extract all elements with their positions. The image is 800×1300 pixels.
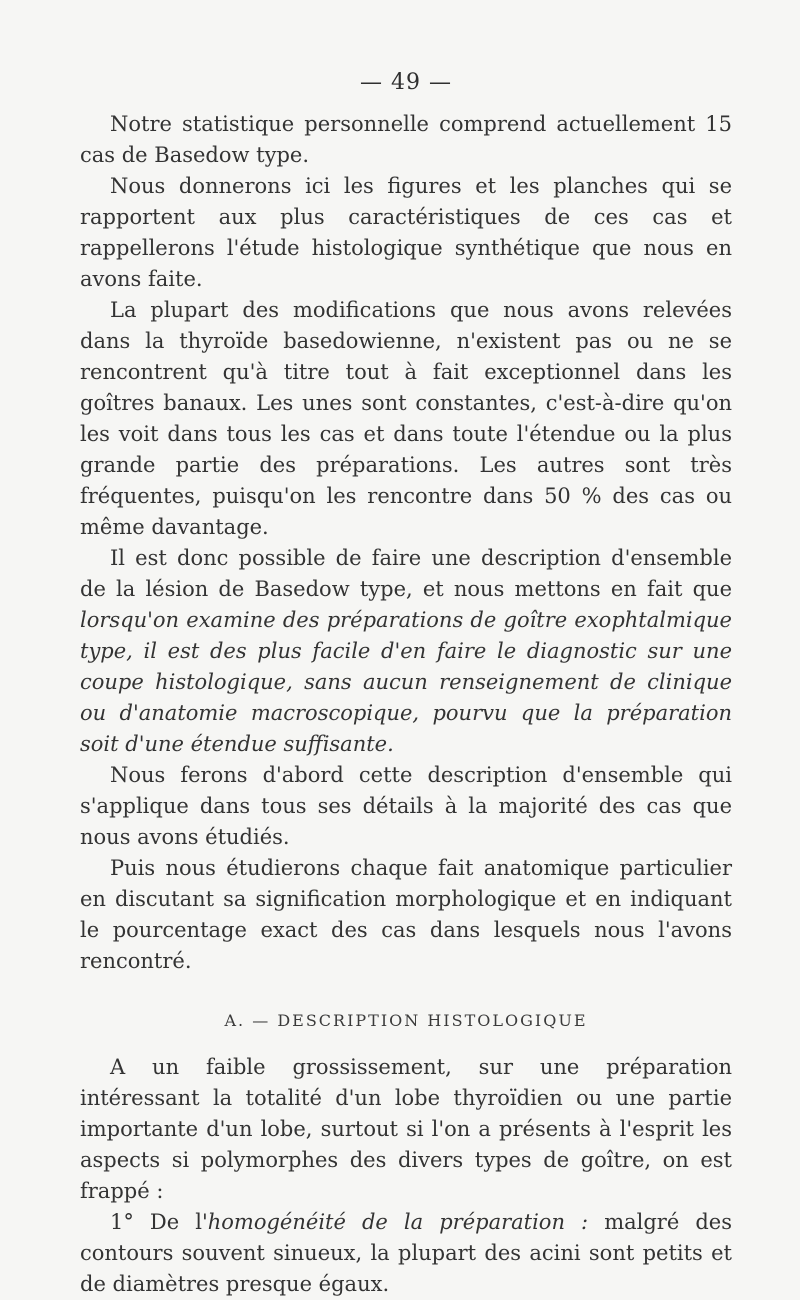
- paragraph-modifications: La plupart des modifications que nous avons relevées dans la thyroïde basedowienne, n'existent pas ou ne se rencontrent qu'à titre tout à fait exceptionnel dans les goîtres banaux. Les unes sont constantes, c'est-à-dire qu'on les voit dans tous les cas et dans toute l'étendue ou la plus grande partie des préparations. Les autres sont très fréquentes, puisqu'on les rencontre dans 50 % des cas ou même davantage.: [80, 298, 732, 539]
- italic-emphasis: lorsqu'on examine des préparations de goître exophtalmique type, il est des plus facile d'en faire le diagnostic sur une coupe histologique, sans aucun renseignement de clinique ou d'anatomie macroscopique, pourvu que la préparation soit d'une étendue suffisante.: [80, 608, 732, 756]
- paragraph-description-ensemble: [80, 543, 732, 760]
- paragraph-text: Il est donc possible de faire une description d'ensemble de la lésion de Basedow type, et nous mettons en fait que: [80, 546, 732, 601]
- paragraph-figures: Nous donnerons ici les figures et les planches qui se rapportent aux plus caractéristiques de ces cas et rappellerons l'étude histologique synthétique que nous en avons faite.: [80, 174, 732, 291]
- list-number: 1° De l': [110, 1210, 208, 1234]
- paragraph-homogeneite: [80, 1207, 732, 1300]
- page-number: — 49 —: [360, 70, 452, 95]
- paragraph-ferons: Nous ferons d'abord cette description d'ensemble qui s'applique dans tous ses détails à la majorité des cas que nous avons étudiés.: [80, 763, 732, 849]
- document-page: [80, 70, 732, 1296]
- paragraph-statistique: Notre statistique personnelle comprend actuellement 15 cas de Basedow type.: [80, 112, 732, 167]
- paragraph-text: malgré des contours souvent sinueux, la plupart des acini sont petits et de diamètres presque égaux.: [80, 1210, 732, 1296]
- italic-emphasis: homogénéité de la préparation :: [207, 1210, 589, 1234]
- section-heading: A. — DESCRIPTION HISTOLOGIQUE: [224, 1011, 588, 1030]
- paragraph-etudierons: Puis nous étudierons chaque fait anatomique particulier en discutant sa signification morphologique et en indiquant le pourcentage exact des cas dans lesquels nous l'avons rencontré.: [80, 856, 732, 973]
- paragraph-grossissement: A un faible grossissement, sur une préparation intéressant la totalité d'un lobe thyroïdien ou une partie importante d'un lobe, surtout si l'on a présents à l'esprit les aspects si polymorphes des divers types de goître, on est frappé :: [80, 1055, 732, 1203]
